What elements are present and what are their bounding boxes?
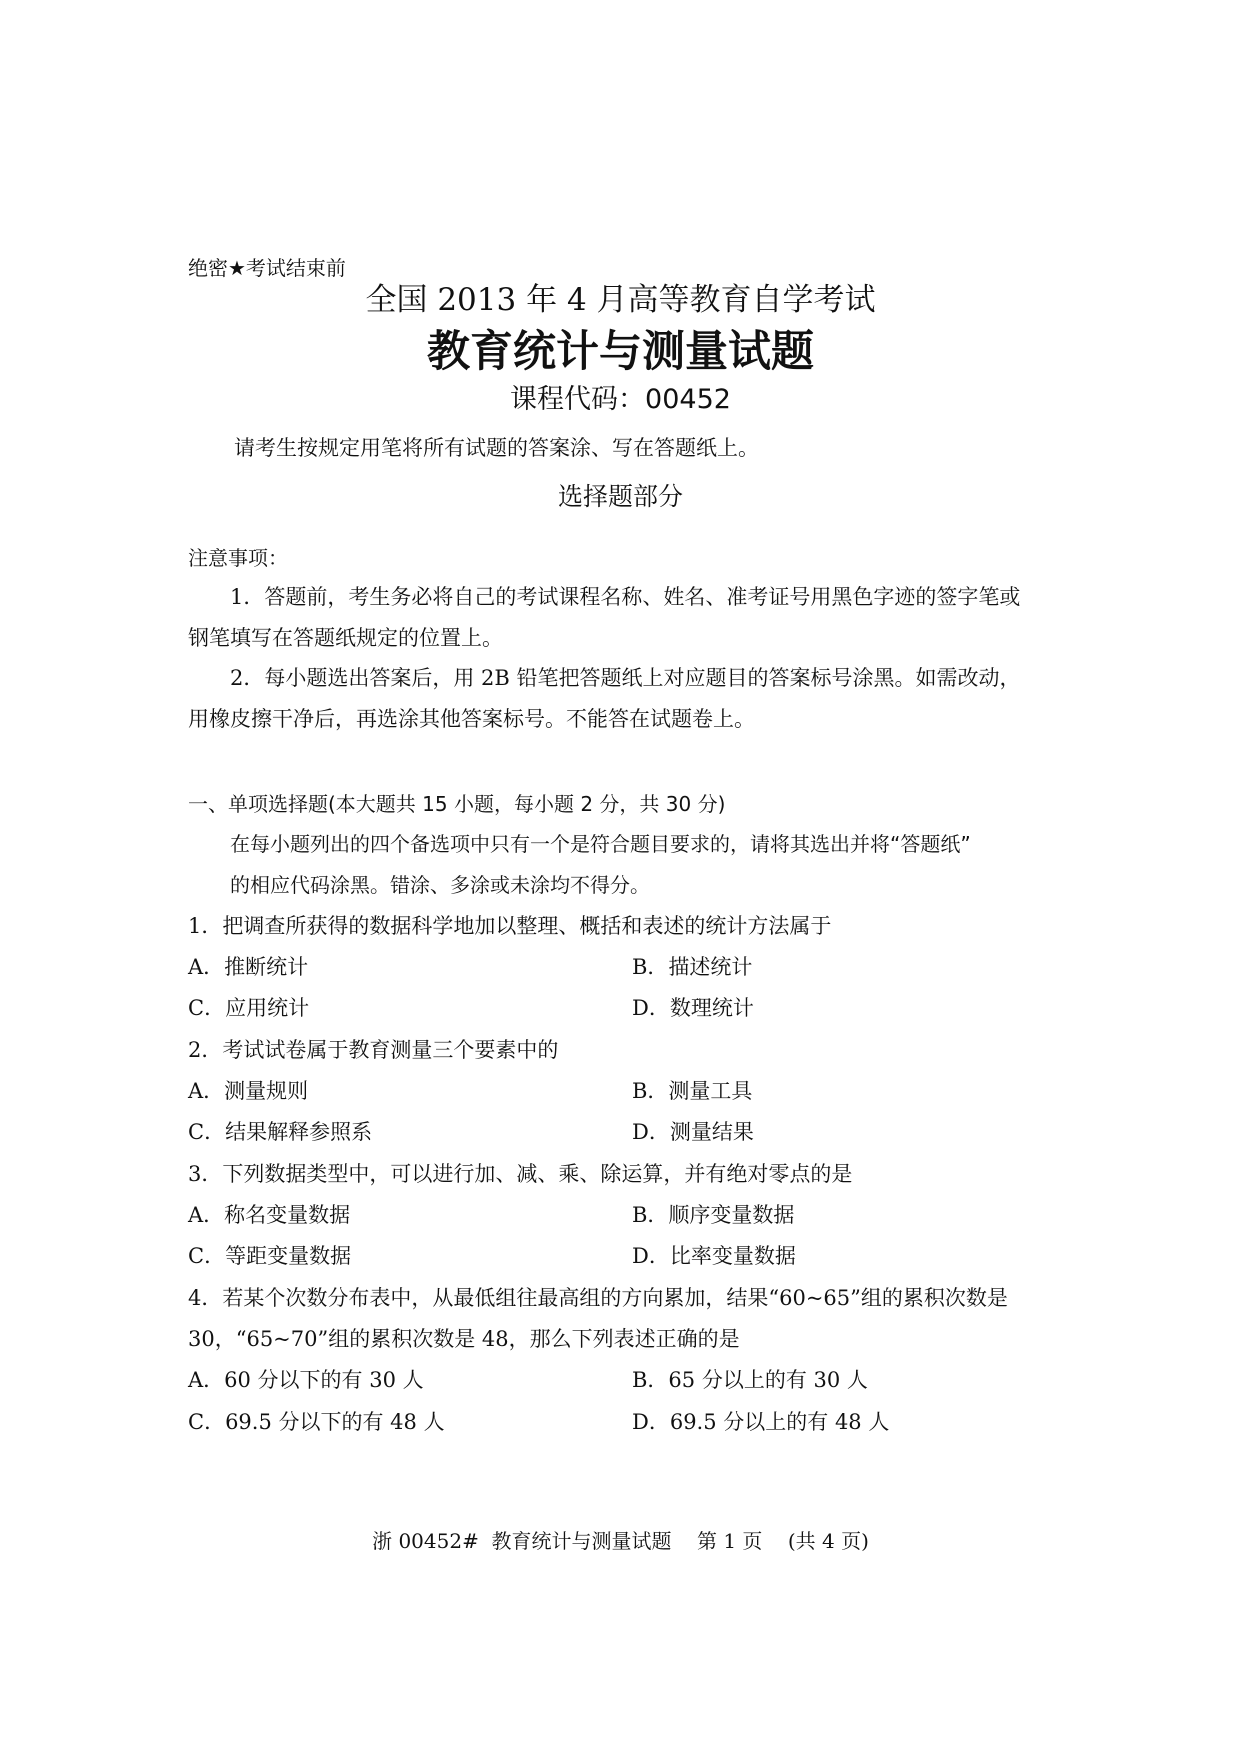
subject-title: 教育统计与测量试题 xyxy=(427,327,814,377)
question-4-option-c: C．69.5 分以下的有 48 人 xyxy=(188,1410,445,1434)
question-1-option-b: B．描述统计 xyxy=(632,955,753,979)
exam-instruction: 请考生按规定用笔将所有试题的答案涂、写在答题纸上。 xyxy=(234,436,759,460)
notes-heading: 注意事项： xyxy=(188,546,288,570)
part1-desc-line-1: 在每小题列出的四个备选项中只有一个是符合题目要求的，请将其选出并将“答题纸” xyxy=(230,832,971,856)
notes-item-1-line-1: 1．答题前，考生务必将自己的考试课程名称、姓名、准考证号用黑色字迹的签字笔或 xyxy=(230,585,1021,609)
question-2-option-d: D．测量结果 xyxy=(632,1120,754,1144)
exam-title: 全国 2013 年 4 月高等教育自学考试 xyxy=(365,282,876,318)
notes-item-2-line-1: 2．每小题选出答案后，用 2B 铅笔把答题纸上对应题目的答案标号涂黑。如需改动， xyxy=(230,666,1021,690)
question-1-option-a: A．推断统计 xyxy=(188,955,309,979)
question-4-option-d: D．69.5 分以上的有 48 人 xyxy=(632,1410,890,1434)
page-footer: 浙 00452# 教育统计与测量试题 第 1 页 (共 4 页) xyxy=(372,1529,869,1553)
part1-heading: 一、单项选择题(本大题共 15 小题，每小题 2 分，共 30 分) xyxy=(188,792,726,816)
question-4-stem-line-1: 4．若某个次数分布表中，从最低组往最高组的方向累加，结果“60~65”组的累积次数是 xyxy=(188,1286,1008,1310)
question-3-stem: 3．下列数据类型中，可以进行加、减、乘、除运算，并有绝对零点的是 xyxy=(188,1162,853,1186)
section-title: 选择题部分 xyxy=(557,482,683,511)
confidential-label: 绝密★考试结束前 xyxy=(188,256,346,280)
question-3-option-c: C．等距变量数据 xyxy=(188,1244,352,1268)
notes-item-1-line-2: 钢笔填写在答题纸规定的位置上。 xyxy=(188,626,503,650)
question-2-option-b: B．测量工具 xyxy=(632,1079,753,1103)
question-1-stem: 1．把调查所获得的数据科学地加以整理、概括和表述的统计方法属于 xyxy=(188,914,832,938)
question-4-option-b: B．65 分以上的有 30 人 xyxy=(632,1368,868,1392)
question-1-option-d: D．数理统计 xyxy=(632,996,754,1020)
question-4-option-a: A．60 分以下的有 30 人 xyxy=(188,1368,424,1392)
question-1-option-c: C．应用统计 xyxy=(188,996,310,1020)
question-4-stem-line-2: 30，“65~70”组的累积次数是 48，那么下列表述正确的是 xyxy=(188,1327,740,1351)
course-code: 课程代码：00452 xyxy=(510,384,731,415)
question-3-option-b: B．顺序变量数据 xyxy=(632,1203,795,1227)
question-3-option-d: D．比率变量数据 xyxy=(632,1244,796,1268)
question-2-option-c: C．结果解释参照系 xyxy=(188,1120,373,1144)
question-2-stem: 2．考试试卷属于教育测量三个要素中的 xyxy=(188,1038,559,1062)
question-3-option-a: A．称名变量数据 xyxy=(188,1203,351,1227)
question-2-option-a: A．测量规则 xyxy=(188,1079,309,1103)
part1-desc-line-2: 的相应代码涂黑。错涂、多涂或未涂均不得分。 xyxy=(230,873,650,897)
notes-item-2-line-2: 用橡皮擦干净后，再选涂其他答案标号。不能答在试题卷上。 xyxy=(188,707,755,731)
